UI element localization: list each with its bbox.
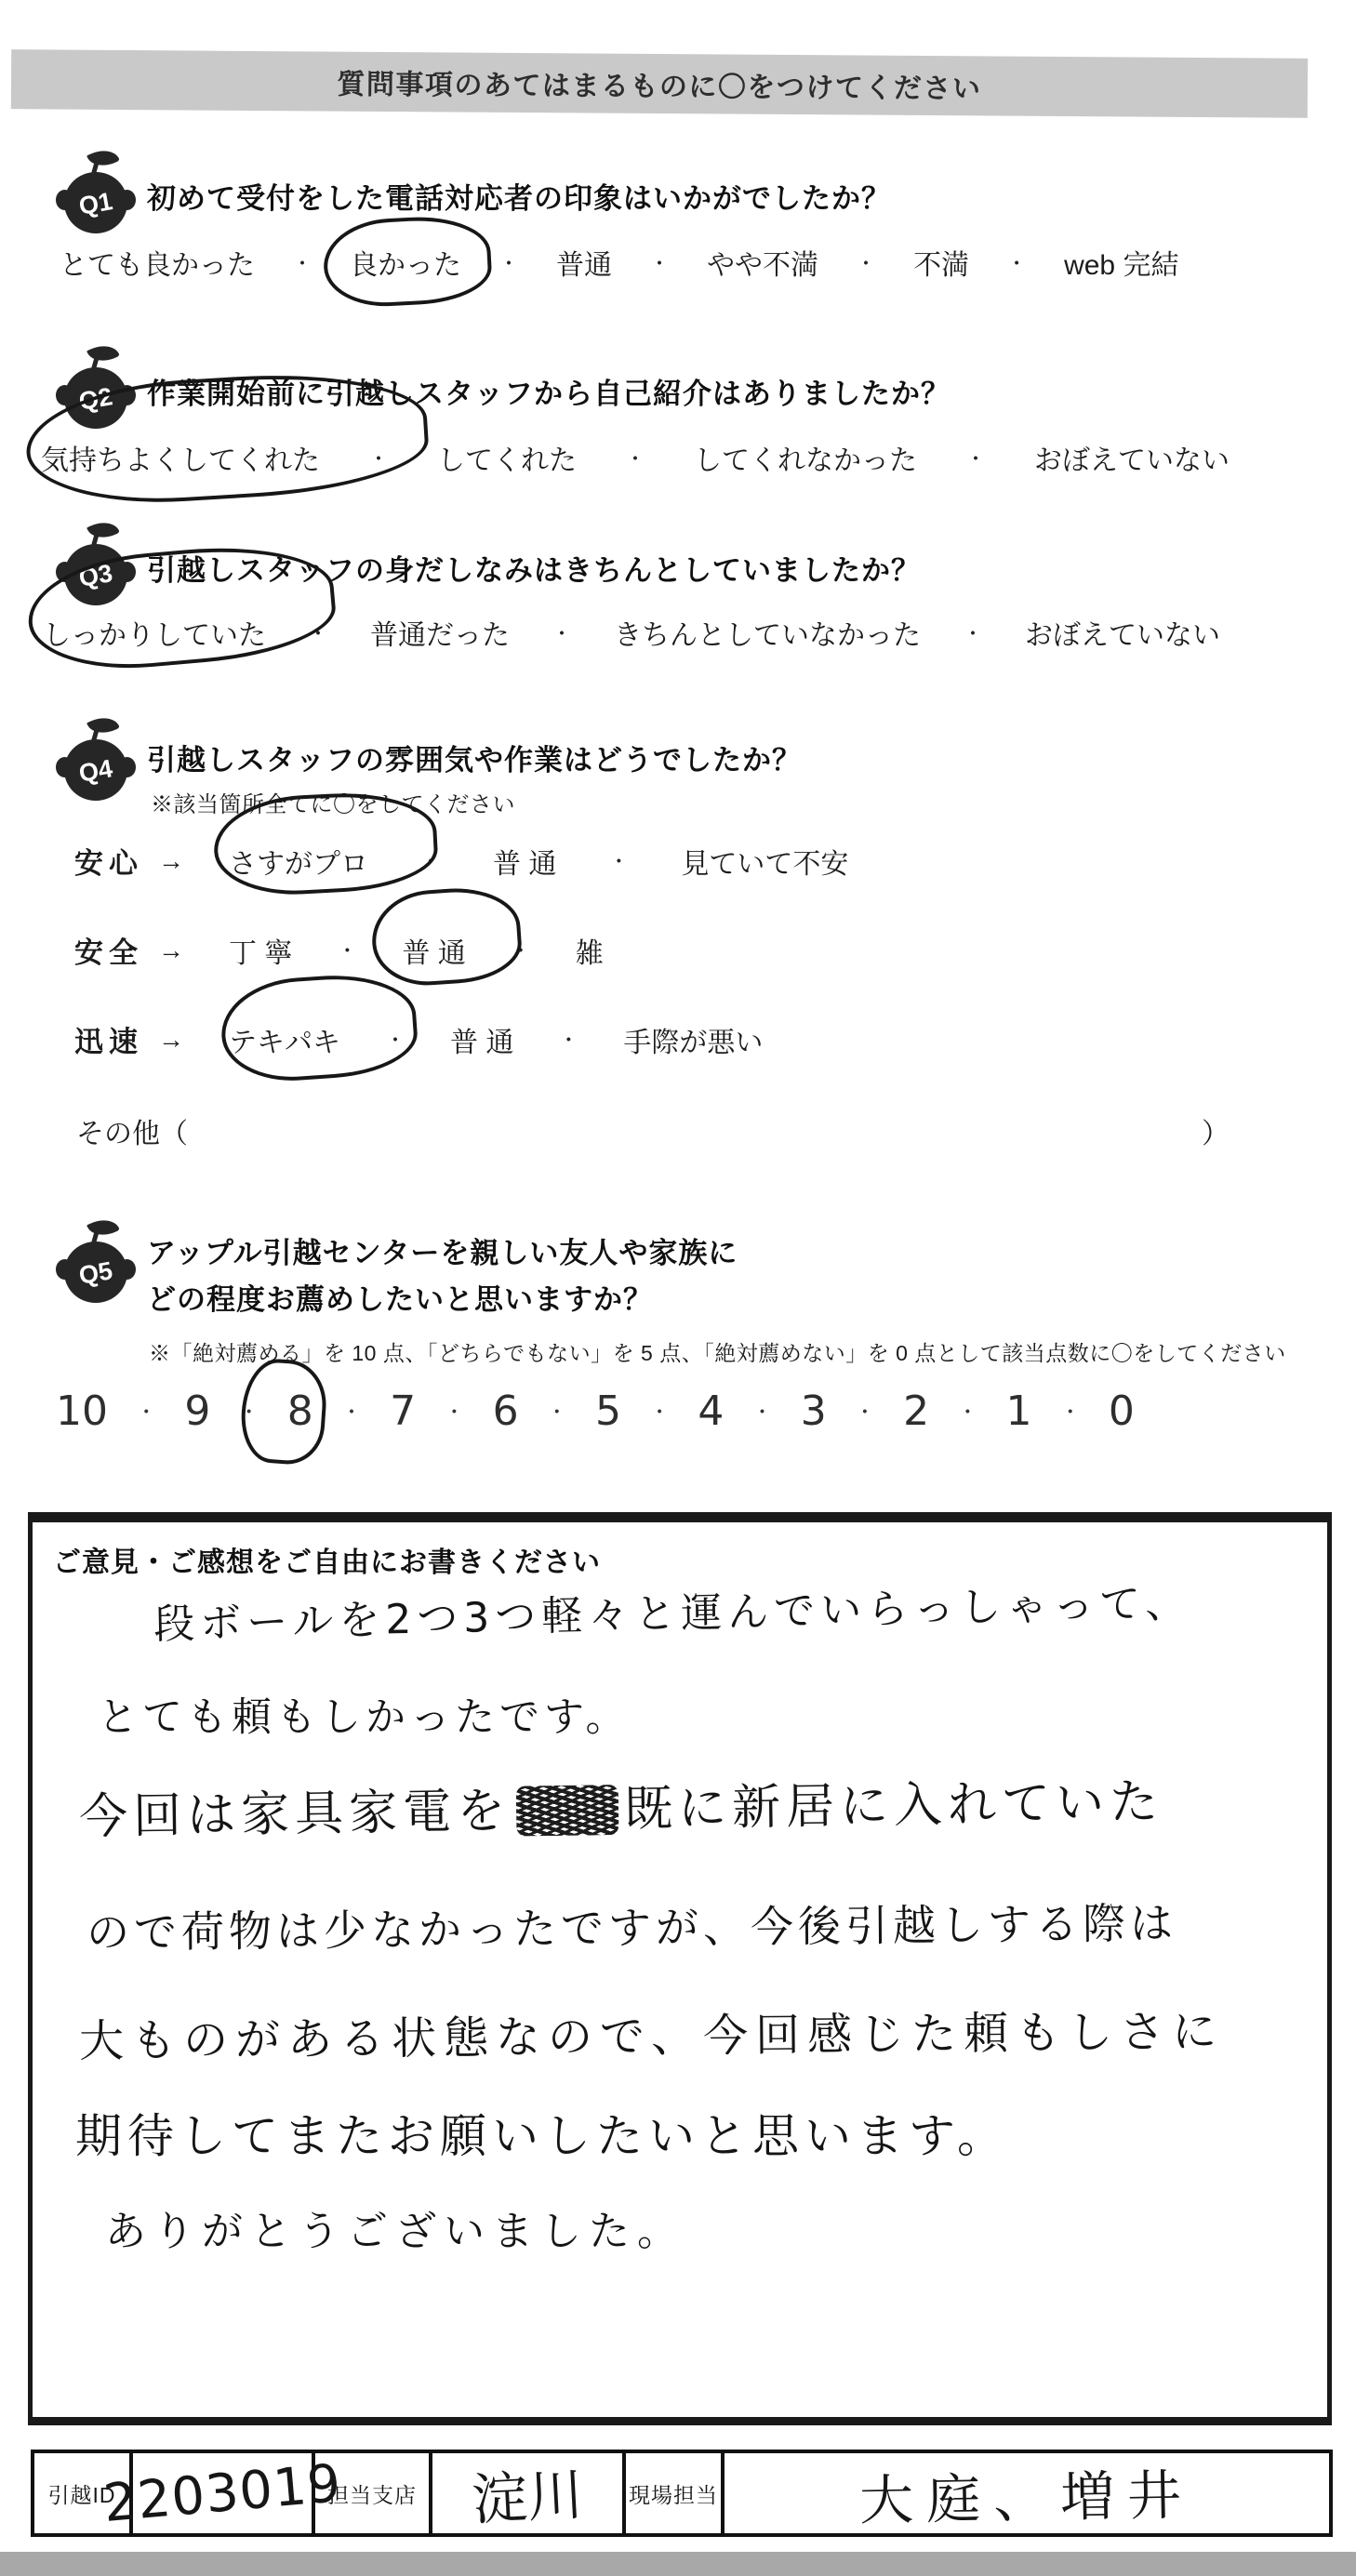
q4-note: ※該当箇所全てに〇をしてください bbox=[151, 792, 515, 817]
score-10: 10 bbox=[56, 1388, 108, 1435]
option-separator-dot: ・ bbox=[368, 446, 390, 471]
scale-separator-dot: ・ bbox=[1059, 1401, 1081, 1424]
scale-separator-dot: ・ bbox=[649, 1401, 671, 1424]
q4-row2-option-2: 普 通 bbox=[402, 937, 466, 969]
q4-mascot-icon bbox=[56, 714, 136, 803]
q5-badge: Q5 bbox=[76, 1256, 115, 1290]
comment-box-title: ご意見・ご感想をご自由にお書きください bbox=[53, 1547, 601, 1578]
score-1: 1 bbox=[1005, 1388, 1032, 1435]
q5-score-scale bbox=[56, 1388, 1135, 1435]
handwritten-comment-line6: 期待してまたお願いしたいと思います。 bbox=[75, 2109, 1009, 2163]
option-separator-dot: ・ bbox=[625, 446, 646, 471]
option-separator-dot: ・ bbox=[649, 251, 671, 275]
score-5: 5 bbox=[594, 1388, 621, 1435]
q1-option-2: 良かった bbox=[350, 250, 462, 281]
q3-option-2: 普通だった bbox=[370, 620, 511, 651]
scale-separator-dot: ・ bbox=[136, 1401, 157, 1424]
handwritten-comment-line2: とても頼もしかったです。 bbox=[98, 1694, 631, 1741]
moving-id-label: 引越ID bbox=[47, 2482, 116, 2507]
q4-row-anzen bbox=[74, 929, 604, 971]
score-2: 2 bbox=[903, 1388, 930, 1435]
handwritten-comment-line3 bbox=[79, 1762, 1164, 1847]
q1-option-4: やや不満 bbox=[707, 250, 819, 281]
site-staff-value-cell bbox=[725, 2453, 1329, 2533]
header-instruction-text: 質問事項のあてはまるものに〇をつけてください bbox=[337, 69, 982, 105]
site-staff-handwritten-value: 大庭、増井 bbox=[858, 2463, 1195, 2533]
q4-row3-selection-circle bbox=[218, 970, 419, 1085]
scale-separator-dot: ・ bbox=[854, 1401, 875, 1424]
q4-row-anshin bbox=[74, 840, 848, 882]
q4-other-label: その他（ bbox=[76, 1119, 188, 1149]
branch-value-cell bbox=[432, 2453, 626, 2533]
moving-id-handwritten-value: 2203019 bbox=[100, 2452, 344, 2534]
score-0: 0 bbox=[1108, 1388, 1135, 1435]
moving-id-value-cell bbox=[100, 2452, 344, 2534]
q5-question-line2: どの程度お薦めしたいと思いますか？ bbox=[147, 1283, 653, 1316]
q2-badge: Q2 bbox=[76, 382, 115, 416]
q2-option-4: おぼえていない bbox=[1034, 445, 1230, 476]
q3-option-4: おぼえていない bbox=[1025, 620, 1221, 651]
score-4: 4 bbox=[698, 1388, 725, 1435]
q5-mascot-icon bbox=[56, 1216, 136, 1306]
option-separator-dot: ・ bbox=[963, 621, 984, 645]
score-6: 6 bbox=[492, 1388, 519, 1435]
footer-info-table bbox=[31, 2450, 1333, 2537]
q2-option-3: してくれなかった bbox=[694, 445, 918, 476]
q3-badge: Q3 bbox=[76, 559, 115, 592]
q4-badge: Q4 bbox=[76, 754, 115, 788]
q1-option-3: 普通 bbox=[556, 250, 613, 281]
q3-option-1: しっかりしていた bbox=[43, 620, 266, 651]
q1-options-row bbox=[60, 242, 1178, 283]
scale-separator-dot: ・ bbox=[546, 1401, 567, 1424]
score-7: 7 bbox=[390, 1388, 417, 1435]
option-separator-dot: ・ bbox=[856, 251, 877, 275]
q1-question: 初めて受付をした電話対応者の印象はいかがでしたか？ bbox=[147, 182, 891, 215]
q4-row2-selection-circle bbox=[369, 884, 525, 989]
q4-row3-option-2: 普 通 bbox=[450, 1027, 514, 1058]
q4-question: 引越しスタッフの雰囲気や作業はどうでしたか？ bbox=[147, 744, 802, 777]
arrow-right-icon: → bbox=[158, 1024, 184, 1054]
q1-selection-circle bbox=[322, 213, 494, 309]
q5-question-line1: アップル引越センターを親しい友人や家族に bbox=[147, 1237, 738, 1269]
q4-row2-option-1: 丁 寧 bbox=[229, 937, 293, 969]
branch-handwritten-value: 淀川 bbox=[470, 2462, 586, 2534]
arrow-right-icon: → bbox=[158, 935, 184, 964]
option-separator-dot: ・ bbox=[552, 621, 573, 645]
q5-note: ※「絶対薦める」を 10 点、「どちらでもない」を 5 点、「絶対薦めない」を 0 点として該当点数に〇をしてください bbox=[149, 1341, 1286, 1365]
option-separator-dot: ・ bbox=[608, 850, 630, 873]
q4-other-open bbox=[76, 1110, 188, 1151]
q4-row1-option-3: 見ていて不安 bbox=[681, 848, 849, 880]
q4-row3-option-1: テキパキ bbox=[229, 1027, 340, 1058]
q4-row1-option-1: さすがプロ bbox=[229, 848, 368, 880]
score-8: 8 bbox=[286, 1388, 313, 1435]
scale-separator-dot: ・ bbox=[340, 1401, 362, 1424]
handwritten-comment-line1: 段ボールを2つ3つ軽々と運んでいらっしゃって、 bbox=[153, 1579, 1192, 1649]
option-separator-dot: ・ bbox=[510, 939, 531, 963]
q2-question: 作業開始前に引越しスタッフから自己紹介はありましたか？ bbox=[147, 378, 951, 410]
q1-option-6: web 完結 bbox=[1064, 250, 1179, 281]
q5-selection-circle bbox=[238, 1357, 329, 1467]
scribble-strikethrough bbox=[516, 1785, 619, 1837]
handwritten-comment-line7: ありがとうございました。 bbox=[105, 2208, 685, 2255]
option-separator-dot: ・ bbox=[1006, 251, 1028, 275]
q2-option-2: してくれた bbox=[437, 445, 578, 476]
q4-other-close-paren: ） bbox=[1202, 1119, 1230, 1149]
site-staff-label: 現場担当 bbox=[629, 2482, 718, 2507]
header-instruction-bar bbox=[11, 49, 1308, 118]
scale-separator-dot: ・ bbox=[751, 1401, 773, 1424]
option-separator-dot: ・ bbox=[337, 939, 358, 963]
q1-option-1: とても良かった bbox=[60, 250, 255, 281]
scanner-edge-strip bbox=[0, 2552, 1356, 2576]
q4-other-close bbox=[1202, 1110, 1230, 1151]
q3-question: 引越しスタッフの身だしなみはきちんとしていましたか？ bbox=[147, 554, 921, 587]
option-separator-dot: ・ bbox=[385, 1029, 406, 1052]
q4-row3-option-3: 手際が悪い bbox=[623, 1027, 764, 1058]
handwritten-line3-post: 既に新居に入れていた bbox=[623, 1773, 1164, 1838]
q4-row-jinsoku bbox=[74, 1018, 763, 1060]
option-separator-dot: ・ bbox=[499, 251, 520, 275]
handwritten-comment-line4: ので荷物は少なかったですが、今後引越しする際は bbox=[86, 1897, 1178, 1959]
score-9: 9 bbox=[184, 1388, 211, 1435]
q4-row2-label: 安全 bbox=[74, 936, 143, 969]
site-staff-label-cell bbox=[626, 2453, 725, 2533]
option-separator-dot: ・ bbox=[308, 621, 329, 645]
scale-separator-dot: ・ bbox=[444, 1401, 465, 1424]
handwritten-comment-line5: 大ものがある状態なので、今回感じた頼もしさに bbox=[78, 2005, 1225, 2068]
option-separator-dot: ・ bbox=[420, 850, 442, 873]
option-separator-dot: ・ bbox=[965, 446, 987, 471]
q1-mascot-icon bbox=[56, 147, 136, 236]
q3-option-3: きちんとしていなかった bbox=[614, 620, 922, 651]
q1-option-5: 不満 bbox=[913, 250, 970, 281]
q4-row3-label: 迅速 bbox=[74, 1026, 143, 1058]
handwritten-line3-pre: 今回は家具家電を bbox=[78, 1783, 512, 1846]
arrow-right-icon: → bbox=[158, 845, 184, 875]
scale-separator-dot: ・ bbox=[957, 1401, 978, 1424]
q4-row2-option-3: 雑 bbox=[575, 937, 604, 969]
q1-badge: Q1 bbox=[76, 187, 115, 220]
comment-box bbox=[28, 1512, 1332, 2425]
score-3: 3 bbox=[800, 1388, 827, 1435]
q4-row1-option-2: 普 通 bbox=[493, 848, 557, 880]
branch-label: 担当支店 bbox=[327, 2482, 417, 2507]
scale-separator-dot: ・ bbox=[238, 1401, 259, 1424]
option-separator-dot: ・ bbox=[292, 251, 313, 275]
q2-option-1: 気持ちよくしてくれた bbox=[41, 445, 320, 476]
q4-row1-label: 安心 bbox=[74, 847, 143, 880]
option-separator-dot: ・ bbox=[558, 1029, 579, 1052]
